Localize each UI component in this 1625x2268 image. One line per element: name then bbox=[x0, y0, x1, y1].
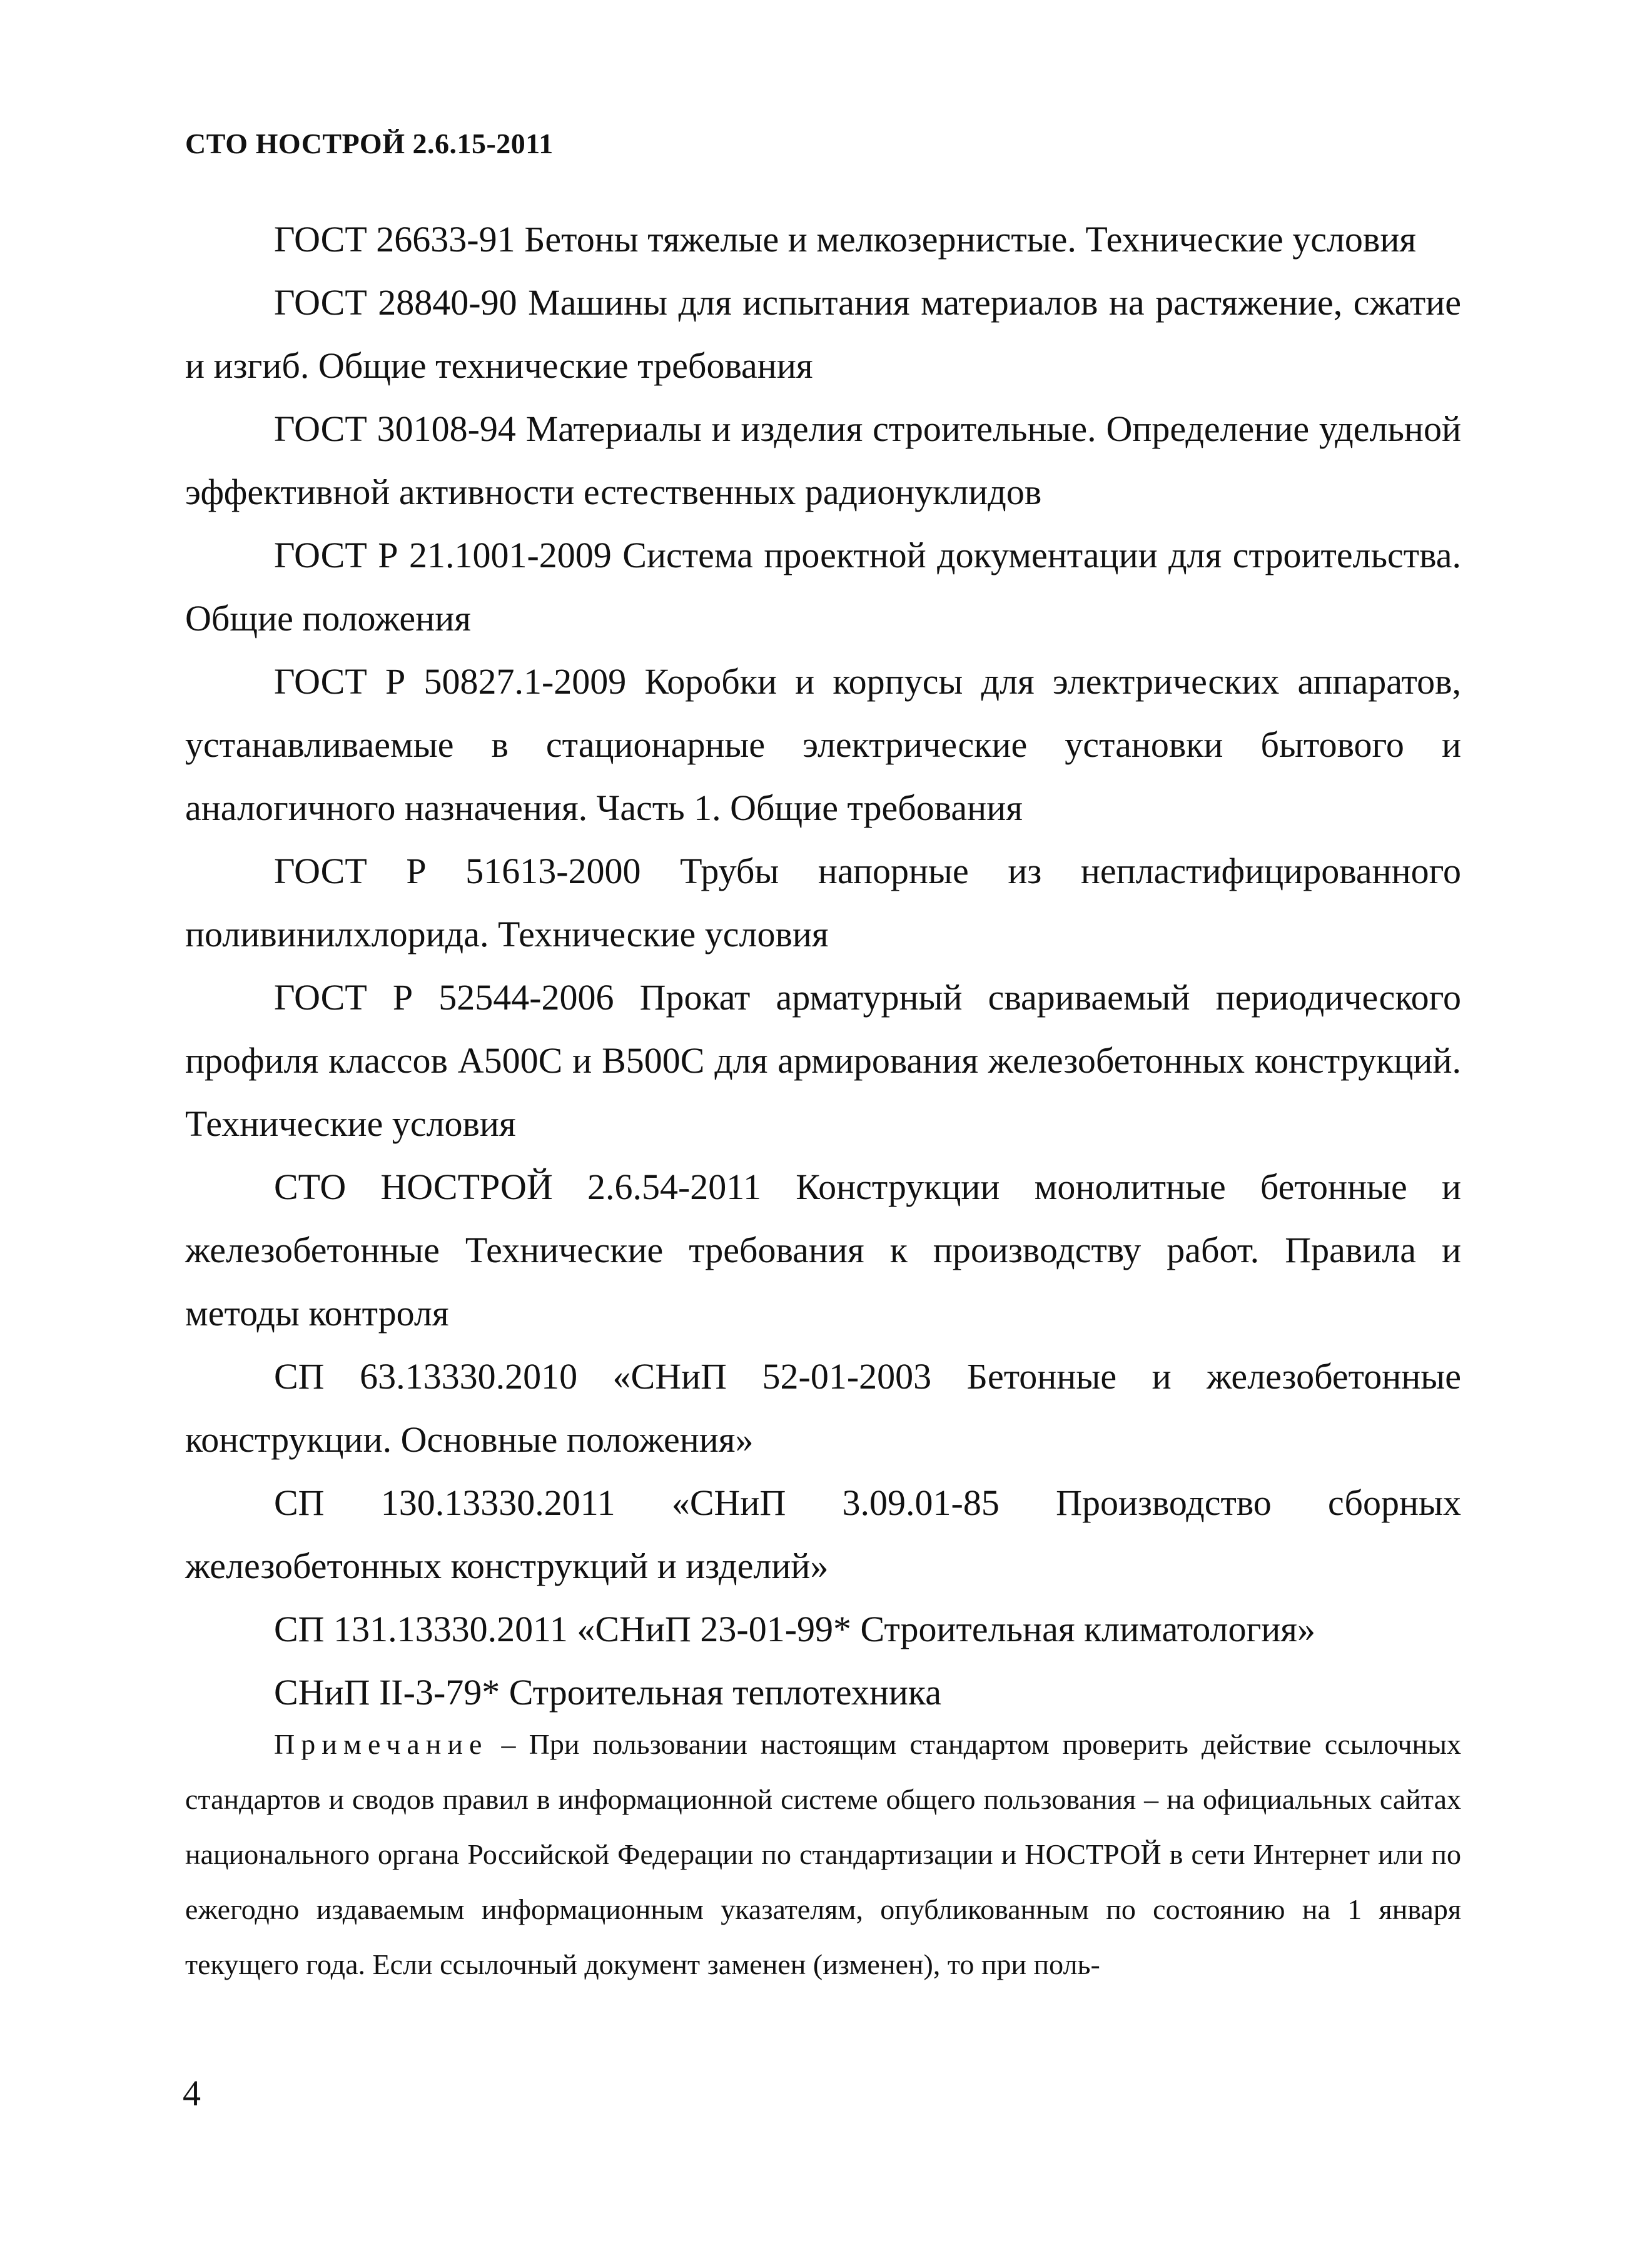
reference-item: СНиП II-3-79* Строительная теплотехника bbox=[274, 1672, 941, 1713]
reference-item: СП 130.13330.2011 «СНиП 3.09.01-85 Производство сборных железобетонных конструкций и изделий» bbox=[185, 1482, 1461, 1586]
reference-item: ГОСТ Р 52544-2006 Прокат арматурный свариваемый периодического профиля классов А500С и В500С для армирования железобетонных конструкций. Технические условия bbox=[185, 977, 1461, 1144]
reference-item: СП 63.13330.2010 «СНиП 52-01-2003 Бетонные и железобетонные конструкции. Основные положения» bbox=[185, 1356, 1461, 1460]
note-paragraph bbox=[185, 1717, 1461, 1992]
note-text: – При пользовании настоящим стандартом проверить действие ссылочных стандартов и сводов правил в информационной системе общего пользования – на официальных сайтах национального органа Российской Федерации по стандартизации и НОСТРОЙ в сети Интернет или по ежегодно издаваемым информационным указателям, опубликованным по состоянию на 1 января текущего года. Если ссылочный документ заменен (изменен), то при поль- bbox=[185, 1728, 1461, 1980]
reference-item: СП 131.13330.2011 «СНиП 23-01-99* Строительная климатология» bbox=[274, 1609, 1315, 1649]
reference-item: СТО НОСТРОЙ 2.6.54-2011 Конструкции монолитные бетонные и железобетонные Технические требования к производству работ. Правила и методы контроля bbox=[185, 1167, 1461, 1334]
document-header: СТО НОСТРОЙ 2.6.15-2011 bbox=[185, 128, 554, 159]
reference-item: ГОСТ Р 21.1001-2009 Система проектной документации для строительства. Общие положения bbox=[185, 535, 1461, 639]
page-number: 4 bbox=[183, 2073, 201, 2114]
note-label: Примечание bbox=[274, 1728, 489, 1760]
reference-item: ГОСТ Р 51613-2000 Трубы напорные из непластифицированного поливинилхлорида. Технические условия bbox=[185, 851, 1461, 954]
reference-item: ГОСТ Р 50827.1-2009 Коробки и корпусы для электрических аппаратов, устанавливаемые в стационарные электрические установки бытового и аналогичного назначения. Часть 1. Общие требования bbox=[185, 661, 1461, 828]
reference-item: ГОСТ 30108-94 Материалы и изделия строительные. Определение удельной эффективной активности естественных радионуклидов bbox=[185, 408, 1461, 512]
reference-item: ГОСТ 28840-90 Машины для испытания материалов на растяжение, сжатие и изгиб. Общие технические требования bbox=[185, 282, 1461, 386]
references-list bbox=[185, 208, 1461, 1724]
reference-item: ГОСТ 26633-91 Бетоны тяжелые и мелкозернистые. Технические условия bbox=[274, 219, 1417, 260]
